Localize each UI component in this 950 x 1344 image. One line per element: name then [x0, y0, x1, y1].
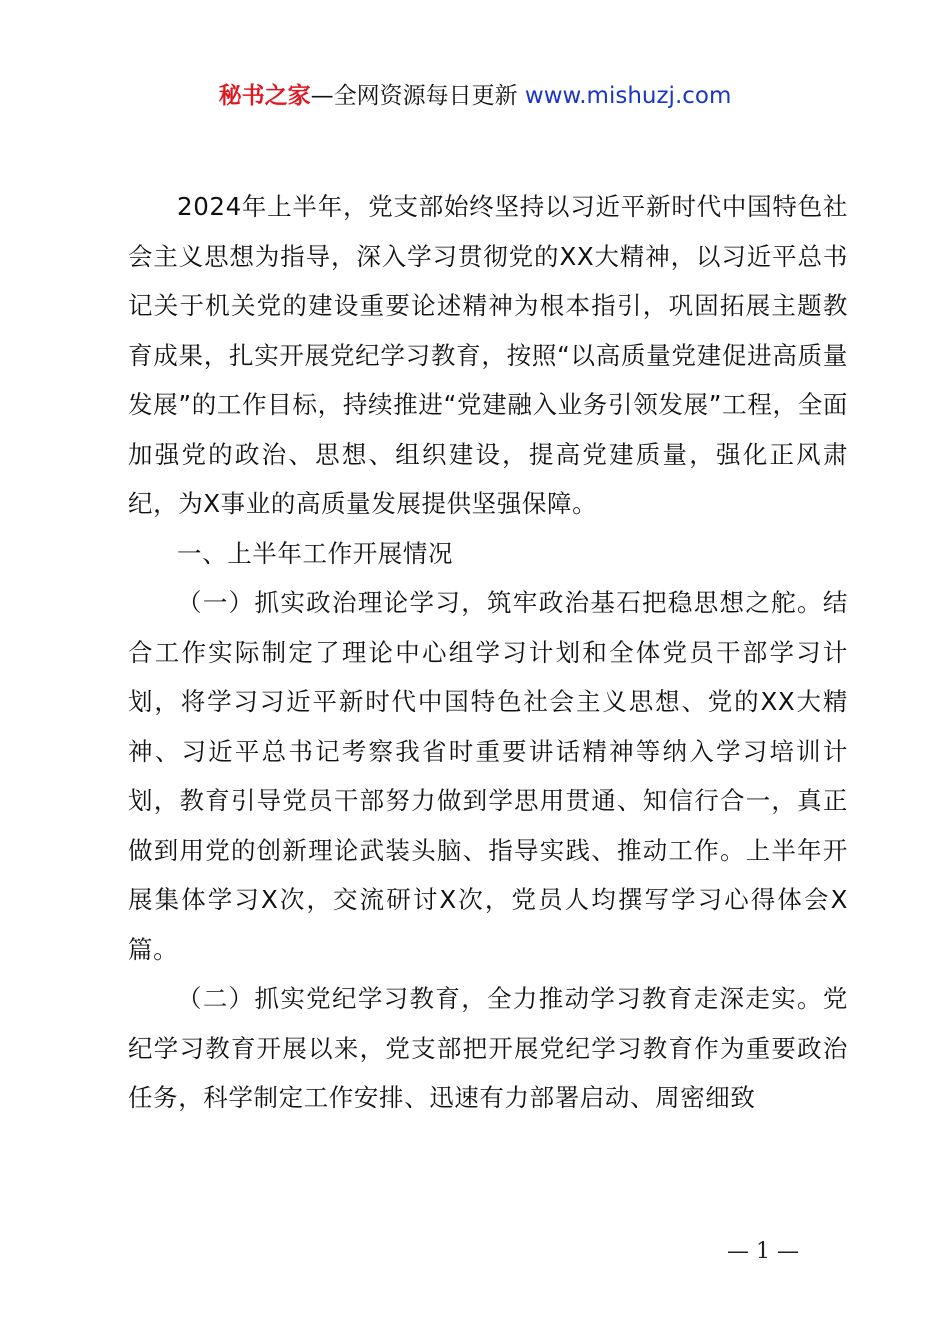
subsection-paragraph-1: （一）抓实政治理论学习，筑牢政治基石把稳思想之舵。结合工作实际制定了理论中心组学习计划和全体党员干部学习计划，将学习习近平新时代中国特色社会主义思想、党的XX大精神、习近平总书记考察我省时重要讲话精神等纳入学习培训计划，教育引导党员干部努力做到学思用贯通、知信行合一，真正做到用党的创新理论武装头脑、指导实践、推动工作。上半年开展集体学习X次，交流研讨X次，党员人均撰写学习心得体会X篇。 [128, 588, 848, 964]
site-tagline: —全网资源每日更新 [310, 83, 525, 109]
site-url-link[interactable]: www.mishuzj.com [524, 83, 732, 109]
site-name: 秘书之家 [218, 83, 311, 109]
page-number: — 1 — [727, 1239, 799, 1264]
subsection-paragraph-2: （二）抓实党纪学习教育，全力推动学习教育走深走实。党纪学习教育开展以来，党支部把开展党纪学习教育作为重要政治任务，科学制定工作安排、迅速有力部署启动、周密细致 [128, 984, 848, 1112]
site-header [0, 80, 950, 112]
section-heading: 一、上半年工作开展情况 [177, 538, 454, 568]
document-body [128, 182, 848, 1123]
intro-paragraph: 2024年上半年，党支部始终坚持以习近平新时代中国特色社会主义思想为指导，深入学习贯彻党的XX大精神，以习近平总书记关于机关党的建设重要论述精神为根本指引，巩固拓展主题教育成果，扎实开展党纪学习教育，按照“以高质量党建促进高质量发展”的工作目标，持续推进“党建融入业务引领发展”工程，全面加强党的政治、思想、组织建设，提高党建质量，强化正风肃纪，为X事业的高质量发展提供坚强保障。 [128, 192, 848, 518]
